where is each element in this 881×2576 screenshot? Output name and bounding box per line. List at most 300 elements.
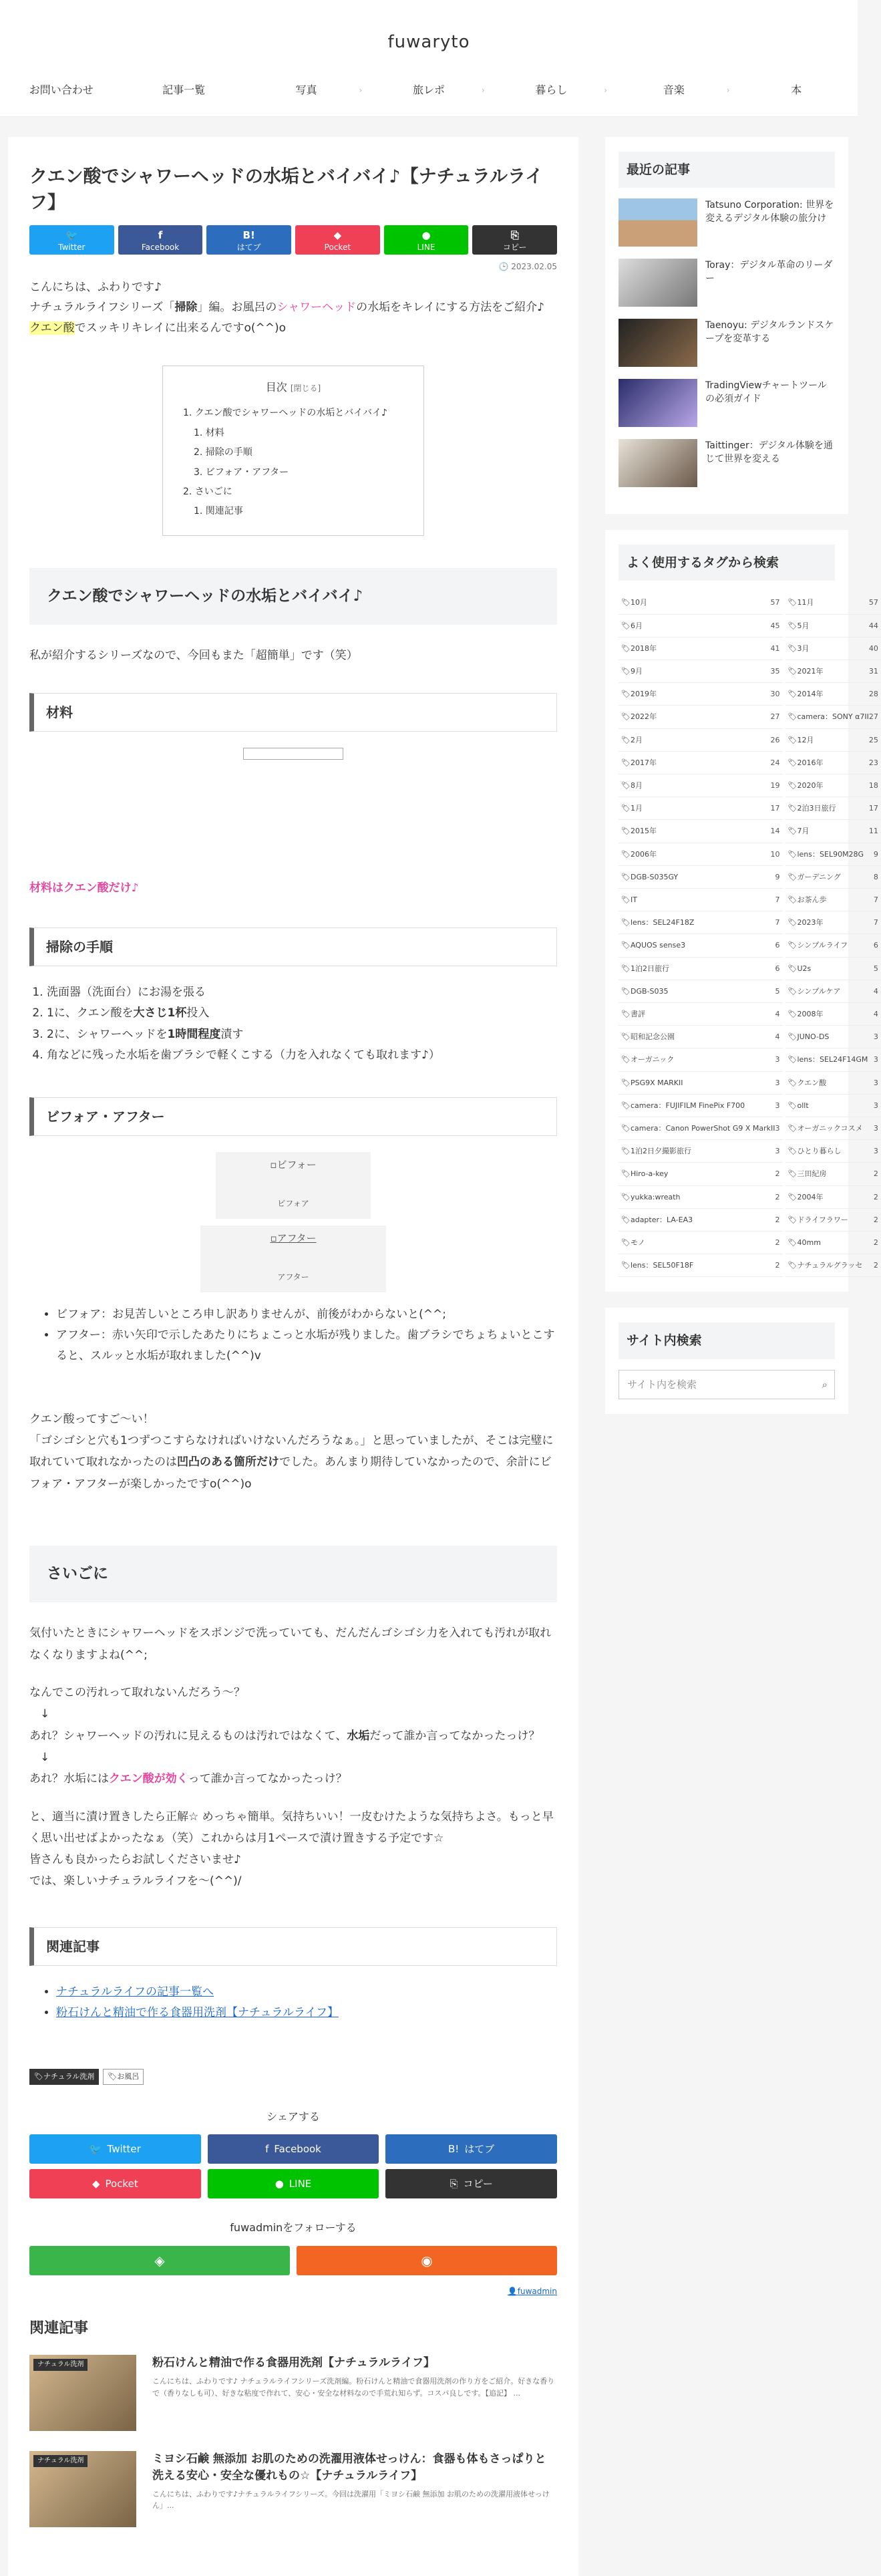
tag-name: Hiro-a-key <box>630 1169 669 1179</box>
category-badge: ナチュラル洗剤 <box>33 2455 87 2467</box>
tag-name: 8月 <box>630 781 643 790</box>
share-label: コピー <box>463 2178 493 2190</box>
tag-icon: 🏷 <box>621 1238 631 1248</box>
heading-related: 関連記事 <box>29 1927 557 1966</box>
tag-count: 7 <box>873 895 878 905</box>
tag-link[interactable] <box>619 980 783 1003</box>
heading-before-after: ビフォア・アフター <box>29 1097 557 1136</box>
tag-count: 9 <box>775 872 780 881</box>
tag-icon: 🏷 <box>621 1032 631 1042</box>
related-card[interactable] <box>29 2355 557 2431</box>
tag-link[interactable] <box>619 729 783 752</box>
post-date: 🕒 2023.02.05 <box>498 262 557 272</box>
tag-link[interactable] <box>785 1140 881 1163</box>
nav-item[interactable] <box>245 70 367 116</box>
share-label: Facebook <box>274 2143 321 2156</box>
heading-material: 材料 <box>29 693 557 732</box>
tag-count: 3 <box>873 1055 878 1064</box>
tag-name: モノ <box>630 1238 645 1248</box>
tag-icon: 🏷 <box>787 1101 798 1110</box>
related-desc: こんにちは、ふわりです♪ナチュラルライフシリーズ。今回は洗濯用「ミヨシ石鹸 無添加 お肌のための洗濯用液体せっけん」... <box>152 2489 550 2511</box>
sns-share-top <box>29 225 557 255</box>
heading-conclusion: さいごに <box>29 1546 557 1602</box>
tag-count: 3 <box>775 1078 780 1087</box>
tag-link[interactable] <box>619 1140 783 1163</box>
tag-icon: 🏷 <box>621 986 631 996</box>
nav-item[interactable] <box>367 70 490 116</box>
series-paragraph: 私が紹介するシリーズなので、今回もまた「超簡単」です（笑） <box>29 649 358 663</box>
tag-count: 2 <box>873 1192 878 1201</box>
tag-link[interactable] <box>619 660 783 683</box>
tag-count: 7 <box>775 895 780 905</box>
after-caption: アフター <box>277 1272 309 1282</box>
share-icon: f <box>265 2143 269 2156</box>
share-label: はてブ <box>464 2143 495 2156</box>
related-card[interactable] <box>29 2451 557 2527</box>
tag-count: 3 <box>775 1147 780 1156</box>
intro-line2: クエン酸でスッキリキレイに出来るんですo(^^)o <box>29 321 287 335</box>
tag-count: 6 <box>873 941 878 950</box>
tag-count: 2 <box>873 1238 878 1248</box>
tag-count: 3 <box>873 1032 878 1042</box>
global-nav <box>0 70 858 117</box>
share-button-0[interactable] <box>29 225 114 255</box>
tag-icon: 🏷 <box>787 849 798 859</box>
tag-name: 2023年 <box>797 918 824 927</box>
tag-count: 11 <box>868 827 878 836</box>
tag-link[interactable] <box>619 1072 783 1095</box>
site-title[interactable]: fuwaryto <box>387 32 470 52</box>
tag-count: 2 <box>775 1169 780 1179</box>
tag-icon: 🏷 <box>621 872 631 881</box>
related-link[interactable]: ナチュラルライフの記事一覧へ <box>56 1985 214 1999</box>
tag-count: 3 <box>873 1147 878 1156</box>
material-note: 材料はクエン酸だけ♪ <box>29 881 139 895</box>
rss-icon[interactable]: ◉ <box>297 2246 557 2275</box>
intro <box>29 277 557 339</box>
tag-link[interactable] <box>785 1072 881 1095</box>
recent-post[interactable] <box>619 319 835 367</box>
tag-count: 45 <box>770 621 780 630</box>
tag-name: オーガニック <box>630 1055 675 1064</box>
recent-post[interactable] <box>619 379 835 427</box>
share-label: LINE <box>289 2178 312 2190</box>
tag-count: 28 <box>868 690 878 699</box>
tag-link[interactable] <box>619 591 783 614</box>
recent-title: Taittinger：デジタル体験を通じて世界を変える <box>705 440 833 465</box>
recent-thumbnail <box>619 198 697 247</box>
share-label: Pocket <box>105 2178 138 2190</box>
toc-item[interactable]: 1. クエン酸でシャワーヘッドの水垢とバイバイ♪ <box>183 408 387 419</box>
tag-icon: 🏷 <box>621 1124 631 1133</box>
tag-count: 18 <box>868 781 878 790</box>
before-image: ▫ビフォー <box>270 1158 317 1171</box>
tag-link[interactable] <box>785 683 881 706</box>
tag-link[interactable] <box>619 1186 783 1209</box>
share-icon: B! <box>242 229 255 242</box>
tag-name: DGB-S035GY <box>630 872 679 881</box>
tag-link[interactable] <box>619 1048 783 1071</box>
tag-icon: 🏷 <box>787 1055 798 1064</box>
before-after-list <box>29 1304 557 1367</box>
paragraph: クエン酸ってすご〜い！ <box>29 1412 154 1426</box>
tag-link[interactable] <box>785 797 881 820</box>
nav-item[interactable] <box>490 70 612 116</box>
share-button-0[interactable] <box>29 2134 201 2164</box>
tag-name: AQUOS sense3 <box>630 941 686 950</box>
list-item: 1. 洗面器（洗面台）にお湯を張る <box>47 982 557 1003</box>
share-icon: 🐦 <box>89 2143 102 2156</box>
toc-item[interactable]: 1. 関連記事 <box>194 506 243 517</box>
tag-count: 19 <box>770 781 780 790</box>
share-button-4[interactable] <box>384 225 469 255</box>
tag-link[interactable] <box>785 591 881 614</box>
tag-name: 2020年 <box>797 781 824 790</box>
tag-link[interactable] <box>785 980 881 1003</box>
paragraph: 気付いたときにシャワーヘッドをスポンジで洗っていても、だんだんゴシゴシ力を入れても汚れが取れなくなりますよね(^^; <box>29 1626 552 1662</box>
tag-name: 2泊3日旅行 <box>797 804 836 813</box>
heading-steps: 掃除の手順 <box>29 927 557 966</box>
tag-link[interactable] <box>619 958 783 980</box>
tag-name: 7月 <box>797 827 810 836</box>
tag-link[interactable] <box>619 843 783 866</box>
share-button-2[interactable] <box>206 225 291 255</box>
nav-item[interactable] <box>735 70 858 116</box>
tag-count: 17 <box>770 804 780 813</box>
tag[interactable]: 🏷お風呂 <box>103 2069 144 2085</box>
nav-item[interactable] <box>122 70 244 116</box>
tag-name: 三田紀房 <box>797 1169 827 1179</box>
tag-count: 25 <box>868 735 878 744</box>
recent-title: Tatsuno Corporation: 世界を変えるデジタル体験の旅分け <box>705 200 834 225</box>
share-button-3[interactable] <box>29 2169 201 2198</box>
share-label: Facebook <box>141 243 180 253</box>
share-label: Twitter <box>107 2143 141 2156</box>
tag-icon: 🏷 <box>787 1147 798 1156</box>
feedly-icon[interactable]: ◈ <box>29 2246 290 2275</box>
tag-link[interactable] <box>619 752 783 774</box>
tag-icon: 🏷 <box>787 735 798 744</box>
tag-link[interactable] <box>619 1254 783 1277</box>
tag-link[interactable] <box>785 1003 881 1026</box>
recent-post[interactable] <box>619 439 835 487</box>
after-image-link[interactable]: ▫アフター <box>270 1232 317 1244</box>
tag-count: 17 <box>868 804 878 813</box>
article-title: クエン酸でシャワーヘッドの水垢とバイバイ♪【ナチュラルライフ】 <box>29 166 544 214</box>
tag-count: 4 <box>775 1032 780 1042</box>
tag-name: 2008年 <box>797 1010 824 1019</box>
paragraph: では、楽しいナチュラルライフを〜(^^)/ <box>29 1874 242 1888</box>
tag-link[interactable] <box>785 1209 881 1232</box>
tag-icon: 🏷 <box>787 895 798 905</box>
tag-count: 6 <box>775 941 780 950</box>
tag-count: 4 <box>775 1010 780 1019</box>
share-button-1[interactable] <box>118 225 203 255</box>
tag-link[interactable] <box>619 774 783 797</box>
tag-icon: 🏷 <box>787 1192 798 1201</box>
tag-count: 41 <box>770 643 780 653</box>
tag-link[interactable] <box>785 615 881 637</box>
tag-icon: 🏷 <box>621 643 631 653</box>
share-button-4[interactable] <box>208 2169 379 2198</box>
tag-link[interactable] <box>785 774 881 797</box>
tag-icon: 🏷 <box>621 1147 631 1156</box>
share-label: はてブ <box>236 243 261 253</box>
related-desc: こんにちは、ふわりです♪ ナチュラルライフシリーズ洗剤編。粉石けんと精油で食器用洗剤の作り方をご紹介。好きな香りで（香りなしも可）、好きな粘度で作れて、安心・安全な材料なので手荒れ知らず。コスパ良しです。【追記】 ... <box>152 2376 555 2398</box>
tag-name: 2006年 <box>630 849 657 859</box>
recent-thumbnail <box>619 319 697 367</box>
tag-name: 9月 <box>630 666 643 676</box>
tag-name: シンプルライフ <box>797 941 848 950</box>
chevron-icon: › <box>359 86 363 95</box>
tag-link[interactable] <box>619 1003 783 1026</box>
tag-icon: 🏷 <box>621 895 631 905</box>
tag-link[interactable] <box>785 637 881 660</box>
tag-count: 57 <box>868 598 878 607</box>
tag-link[interactable] <box>785 958 881 980</box>
related-link[interactable]: 粉石けんと精油で作る食器用洗剤【ナチュラルライフ】 <box>56 2006 339 2020</box>
intro-line: ナチュラルライフシリーズ「掃除」編。お風呂のシャワーヘッドの水垢をキレイにする方法をご紹介♪ <box>29 301 544 315</box>
tag-link[interactable] <box>619 911 783 934</box>
tags-heading: よく使用するタグから検索 <box>619 545 835 581</box>
tag-icon: 🏷 <box>787 690 798 699</box>
related-thumbnail <box>29 2355 136 2431</box>
share-button-5[interactable] <box>472 225 557 255</box>
tag-icon: 🏷 <box>621 666 631 676</box>
tag-name: 2018年 <box>630 643 657 653</box>
tag-link[interactable] <box>619 1117 783 1140</box>
tag-link[interactable] <box>619 1026 783 1048</box>
tag-link[interactable] <box>619 683 783 706</box>
share-icon: f <box>158 229 163 242</box>
toc-item[interactable]: 2. さいごに <box>183 486 232 498</box>
tag-name: 2014年 <box>797 690 824 699</box>
tag-link[interactable] <box>785 934 881 957</box>
tag-name: 10月 <box>630 598 647 607</box>
nav-item[interactable] <box>0 70 122 116</box>
toc-item[interactable]: 2. 掃除の手順 <box>194 447 252 458</box>
tag-icon: 🏷 <box>621 758 631 767</box>
tag-icon: 🏷 <box>787 1078 798 1087</box>
tag-name: 2021年 <box>797 666 824 676</box>
tag-count: 2 <box>873 1169 878 1179</box>
tag-count: 8 <box>873 872 878 881</box>
tag-name: ナチュラルグラッセ <box>797 1261 863 1270</box>
chevron-icon: › <box>481 86 485 95</box>
search-input[interactable]: サイト内を検索 ⌕ <box>619 1370 835 1399</box>
tag-name: ollt <box>797 1101 809 1110</box>
tag-icon: 🏷 <box>787 872 798 881</box>
share-button-2[interactable] <box>385 2134 557 2164</box>
tag-link[interactable] <box>619 1232 783 1254</box>
tag-link[interactable] <box>785 729 881 752</box>
tag-link[interactable] <box>619 1209 783 1232</box>
toc-item[interactable]: 3. ビフォア・アフター <box>194 466 289 478</box>
tag-name: 2022年 <box>630 712 657 722</box>
tag-icon: 🏷 <box>621 849 631 859</box>
tag-link[interactable] <box>619 1095 783 1117</box>
tag-count: 2 <box>873 1261 878 1270</box>
tag-link[interactable] <box>619 866 783 889</box>
category-badge: ナチュラル洗剤 <box>33 2359 87 2371</box>
tag-count: 3 <box>775 1055 780 1064</box>
share-button-1[interactable] <box>208 2134 379 2164</box>
tag-count: 7 <box>775 918 780 927</box>
recent-thumbnail <box>619 379 697 427</box>
tag-icon: 🏷 <box>621 1215 631 1224</box>
chevron-icon: › <box>726 86 730 95</box>
tag-count: 40 <box>868 643 878 653</box>
material-image <box>243 748 343 760</box>
tag-count: 26 <box>770 735 780 744</box>
toc-title: 目次 [閉じる] <box>265 380 321 394</box>
share-icon: ● <box>275 2178 284 2190</box>
toc-item[interactable]: 1. 材料 <box>194 427 224 438</box>
share-label: シェアする <box>267 2110 320 2123</box>
tag-link[interactable] <box>785 911 881 934</box>
tag-name: 1泊2日夕撮影旅行 <box>630 1147 691 1156</box>
tag-count: 2 <box>873 1215 878 1224</box>
tag-icon: 🏷 <box>621 712 631 722</box>
nav-label: お問い合わせ <box>29 84 94 96</box>
follow-label: fuwadminをフォローする <box>230 2221 357 2235</box>
tag-icon: 🏷 <box>621 1078 631 1087</box>
tag-count: 2 <box>775 1261 780 1270</box>
tag-name: 2016年 <box>797 758 824 767</box>
tag-name: お茶ん歩 <box>797 895 827 905</box>
tag-link[interactable] <box>619 934 783 957</box>
tag-icon: 🏷 <box>621 941 631 950</box>
tag-name: PSG9X MARKII <box>630 1078 683 1087</box>
tag-icon: 🏷 <box>621 964 631 973</box>
recent-post[interactable] <box>619 198 835 247</box>
tag-icon: 🏷 <box>787 986 798 996</box>
tag-icon: 🏷 <box>787 1261 798 1270</box>
recent-post[interactable] <box>619 259 835 307</box>
tag-link[interactable] <box>619 889 783 911</box>
tag-count: 5 <box>873 964 878 973</box>
recent-title: TradingViewチャートツールの必須ガイド <box>705 380 827 405</box>
tag-name: クエン酸 <box>797 1078 827 1087</box>
tag-link[interactable] <box>785 1254 881 1277</box>
tag-icon: 🏷 <box>621 827 631 836</box>
tag-link[interactable] <box>785 706 881 728</box>
tag-name: lens：SEL24F18Z <box>630 918 695 927</box>
tag-icon: 🏷 <box>621 621 631 630</box>
tag-count: 57 <box>770 598 780 607</box>
share-icon: ⎘ <box>510 229 519 242</box>
share-icon: ● <box>421 229 431 242</box>
related-heading: 関連記事 <box>29 2319 89 2337</box>
nav-label: 記事一覧 <box>162 84 206 96</box>
tag-link[interactable] <box>619 1163 783 1185</box>
tag-icon: 🏷 <box>621 1101 631 1110</box>
tag-icon: 🏷 <box>787 1124 798 1133</box>
tag-icon: 🏷 <box>621 598 631 607</box>
tag-link[interactable] <box>619 615 783 637</box>
share-icon: ◆ <box>92 2178 100 2190</box>
tag-icon: 🏷 <box>787 1215 798 1224</box>
tag-count: 4 <box>873 1010 878 1019</box>
tag-link[interactable] <box>785 889 881 911</box>
tag-name: 1泊2日旅行 <box>630 964 669 973</box>
tag-count: 31 <box>868 666 878 676</box>
related-title: ミヨシ石鹸 無添加 お肌のための洗濯用液体せっけん：食器も体もさっぱりと洗える安心・安全な優れもの☆【ナチュラルライフ】 <box>152 2452 546 2482</box>
tag-link[interactable] <box>785 1117 881 1140</box>
share-button-5[interactable] <box>385 2169 557 2198</box>
related-thumbnail <box>29 2451 136 2527</box>
tag-link[interactable] <box>619 797 783 820</box>
share-icon: ⎘ <box>450 2178 458 2190</box>
tag-count: 23 <box>868 758 878 767</box>
tag[interactable]: 🏷ナチュラル洗剤 <box>29 2069 99 2085</box>
nav-label: 暮らし <box>535 84 568 96</box>
tag-count: 3 <box>873 1124 878 1133</box>
tag-icon: 🏷 <box>787 598 798 607</box>
tag-name: 2月 <box>630 735 643 744</box>
nav-label: 音楽 <box>663 84 685 96</box>
tag-link[interactable] <box>785 1048 881 1071</box>
tag-link[interactable] <box>785 1026 881 1048</box>
share-icon: ◆ <box>333 229 342 242</box>
list-item: • ビフォア：お見苦しいところ申し訳ありませんが、前後がわからないと(^^; <box>56 1304 557 1325</box>
tag-name: 5月 <box>797 621 810 630</box>
tag-link[interactable] <box>785 1186 881 1209</box>
tag-count: 2 <box>775 1238 780 1248</box>
tag-name: 3月 <box>797 643 810 653</box>
tag-link[interactable] <box>785 660 881 683</box>
list-item: 3. 2に、シャワーヘッドを1時間程度漬す <box>47 1024 557 1045</box>
sidebar <box>605 137 878 2576</box>
tag-link[interactable] <box>785 866 881 889</box>
toc-toggle[interactable]: [閉じる] <box>290 383 321 393</box>
tag-link[interactable] <box>619 637 783 660</box>
tag-icon: 🏷 <box>787 643 798 653</box>
paragraph: と、適当に漬け置きしたら正解☆ めっちゃ簡単。気持ちいい！一皮むけたような気持ちよさ。もっと早く思い出せばよかったなぁ（笑）これからは月1ペースで漬け置きする予定です☆ <box>29 1810 554 1845</box>
list-item: 4. 角などに残った水垢を歯ブラシで軽くこする（力を入れなくても取れます♪） <box>47 1045 557 1066</box>
tag-icon: 🏷 <box>787 1010 798 1019</box>
tag-icon: 🏷 <box>787 712 798 722</box>
related-links <box>29 1982 557 2024</box>
tag-icon: 🏷 <box>787 781 798 790</box>
share-icon: 🐦 <box>65 229 78 242</box>
tag-link[interactable] <box>785 1163 881 1185</box>
tag-count: 3 <box>873 1078 878 1087</box>
tag-icon: 🏷 <box>787 918 798 927</box>
author-link[interactable]: 👤fuwadmin <box>507 2287 557 2297</box>
share-label: LINE <box>417 243 435 253</box>
tag-count: 35 <box>770 666 780 676</box>
tag-name: 2004年 <box>797 1192 824 1201</box>
tag-icon: 🏷 <box>787 827 798 836</box>
tag-link[interactable] <box>785 1232 881 1254</box>
tag-icon: 🏷 <box>621 735 631 744</box>
tag-count: 5 <box>775 986 780 996</box>
tag-name: yukka:wreath <box>630 1192 681 1201</box>
tag-link[interactable] <box>785 820 881 843</box>
tag-link[interactable] <box>785 843 881 866</box>
arrow: ↓ <box>40 1707 50 1721</box>
nav-item[interactable] <box>612 70 735 116</box>
tag-name: camera：Canon PowerShot G9 X MarkII <box>630 1124 775 1133</box>
tag-name: オーガニックコスメ <box>797 1124 863 1133</box>
tag-link[interactable] <box>619 706 783 728</box>
tag-link[interactable] <box>619 820 783 843</box>
tag-link[interactable] <box>785 1095 881 1117</box>
search-icon[interactable]: ⌕ <box>822 1378 828 1391</box>
tag-link[interactable] <box>785 752 881 774</box>
share-button-3[interactable] <box>295 225 380 255</box>
